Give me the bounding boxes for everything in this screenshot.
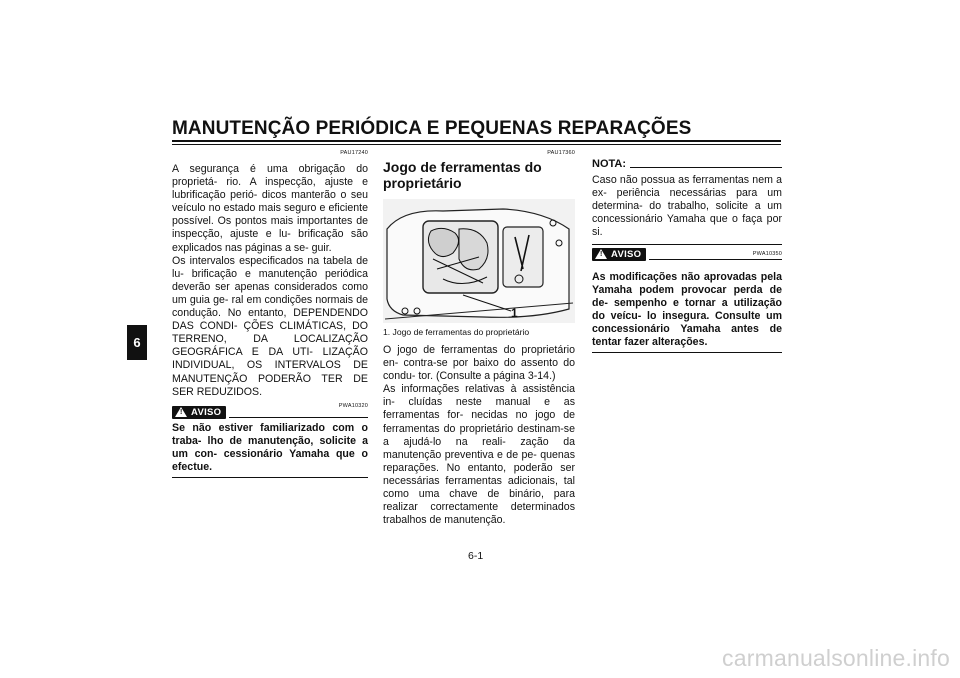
warning-text: Se não estiver familiarizado com o traba- lho de manutenção, solicite a um con- cessionário Yamaha que o efectue. [172, 421, 368, 473]
title-rule [172, 140, 781, 142]
toolkit-illustration-icon [383, 199, 575, 323]
warning-end-rule [172, 477, 368, 478]
title-rule-thin [172, 144, 781, 145]
warning-label: AVISO [611, 248, 642, 260]
note-text: Caso não possua as ferramentas nem a ex- periência necessárias para um determina- do trabalho, solicite a um concessionário Yamaha que o faça por si. [592, 174, 782, 239]
watermark: carmanualsonline.info [722, 645, 950, 671]
warning-badge [172, 406, 226, 419]
column-2 [383, 150, 575, 527]
intro-paragraph: A segurança é uma obrigação do proprietá- rio. A inspecção, ajuste e lubrificação perió- dicos manterão o seu veículo no estado mais seguro e eficiente possível. Os pontos mais importantes de inspecção, ajuste e lu- brificação são explicados nas páginas a se- guir. [172, 163, 368, 254]
page-number: 6-1 [468, 550, 484, 562]
warning-rule [649, 259, 782, 260]
section-title: Jogo de ferramentas do proprietário [383, 159, 542, 191]
note-header [592, 158, 782, 171]
warning-code: PWA10320 [338, 402, 368, 409]
page-title: MANUTENÇÃO PERIÓDICA E PEQUENAS REPARAÇÕES [172, 118, 692, 139]
warning-label: AVISO [191, 406, 222, 418]
note-end-rule [592, 244, 782, 245]
section-code: PAU17240 [340, 150, 368, 156]
toolkit-info-paragraph: As informações relativas à assistência in- cluídas neste manual e as ferramentas for- necidas no jogo de ferramentas do proprietário destinam-se a ajudá-lo na reali- zação da manutenção preventiva e de pe- quenas reparações. No entanto, poderão ser necessárias ferramentas adicionais, tal como uma chave de binário, para realizar correctamente determinados trabalhos de manutenção. [383, 383, 575, 527]
warning-text: As modificações não aprovadas pela Yamaha podem provocar perda de de- sempenho e tornar a utilização do veícu- lo insegura. Consulte um concessionário Yamaha antes de tentar fazer alterações. [592, 270, 782, 349]
warning-badge [592, 248, 646, 261]
figure-callout: 1 [511, 306, 518, 320]
toolkit-figure [383, 199, 575, 323]
toolkit-location-paragraph: O jogo de ferramentas do proprietário en- contra-se por baixo do assento do condu- tor. (Consulte a página 3-14.) [383, 344, 575, 383]
column-3 [592, 150, 782, 353]
note-rule [630, 167, 782, 168]
warning-code: PWA10350 [752, 250, 782, 257]
intervals-paragraph: Os intervalos especificados na tabela de lu- brificação e manutenção periódica deverão ser apenas considerados como um guia ge- ral em condições normais de condução. No entanto, DEPENDENDO DAS CONDI- ÇÕES CLIMÁTICAS, DO TERRENO, DA LOCALIZAÇÃO GEOGRÁFICA E DA UTI- LIZAÇÃO INDIVIDUAL, OS INTERVALOS DE MANUTENÇÃO PODERÃO TER DE SER REDUZIDOS. [172, 254, 368, 398]
figure-caption: 1. Jogo de ferramentas do proprietário [383, 327, 530, 337]
note-label: NOTA: [592, 158, 627, 170]
warning-rule [229, 417, 368, 418]
warning-triangle-icon: ! [595, 249, 607, 259]
column-1 [172, 150, 368, 478]
section-code: PAU17360 [547, 150, 575, 156]
warning-triangle-icon: ! [175, 407, 187, 417]
chapter-tab: 6 [127, 325, 147, 360]
warning-end-rule [592, 352, 782, 353]
